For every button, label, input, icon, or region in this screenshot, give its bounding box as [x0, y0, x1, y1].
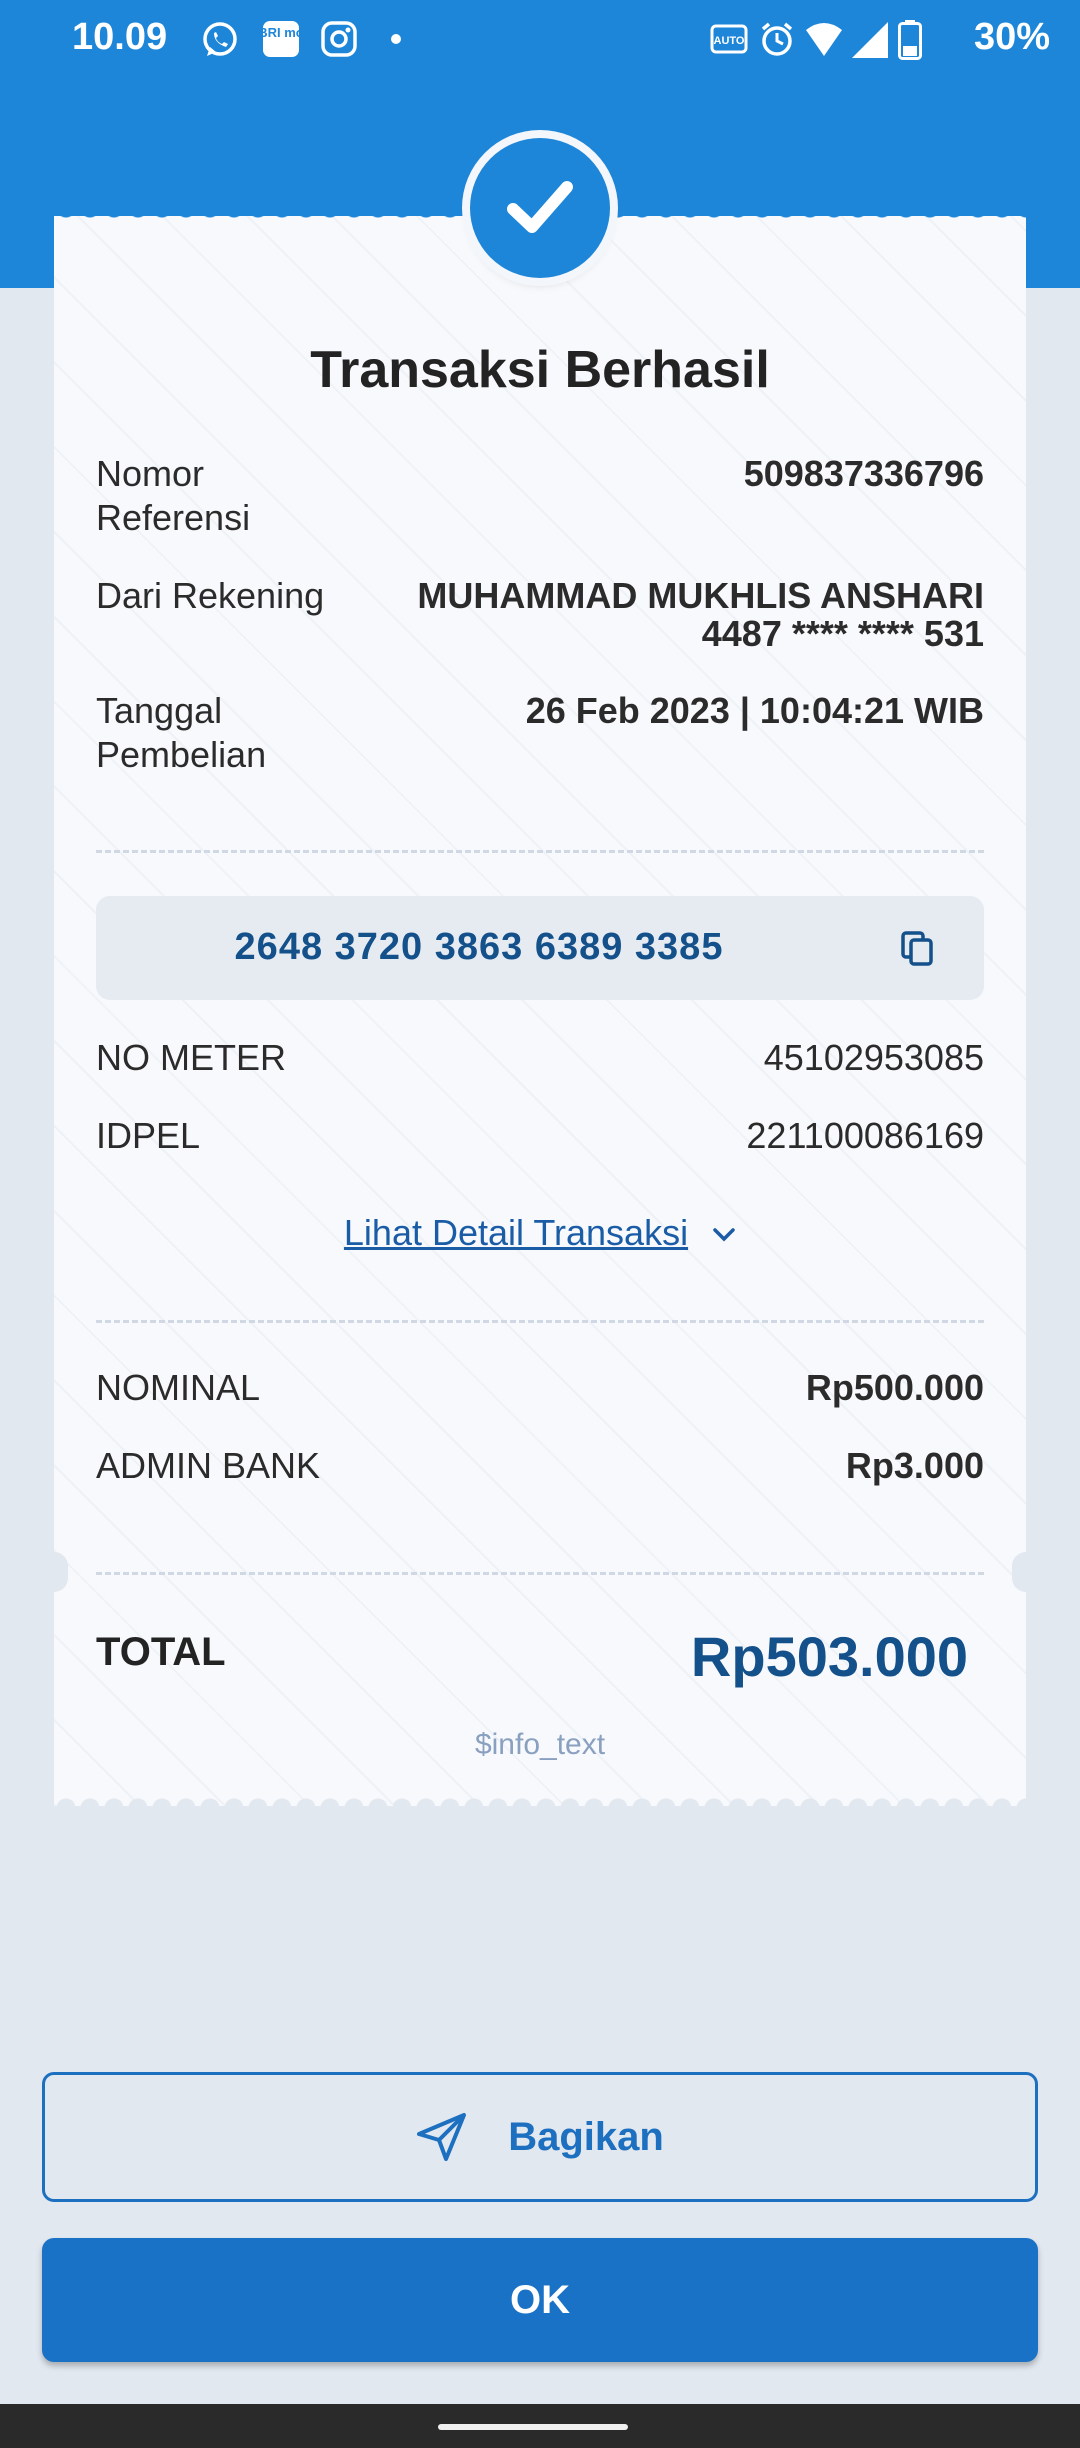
account-value	[417, 577, 984, 653]
idpel-value: 221100086169	[746, 1115, 984, 1156]
home-handle[interactable]	[438, 2424, 628, 2430]
alarm-icon	[758, 20, 796, 63]
navigation-bar	[0, 2404, 1080, 2448]
token-number: 2648 3720 3863 6389 3385	[234, 926, 724, 968]
battery-percent: 30%	[973, 16, 1050, 58]
dot-icon	[390, 32, 402, 50]
svg-text:BRI mo: BRI mo	[258, 25, 304, 40]
token-box	[96, 896, 984, 1000]
ok-button-label: OK	[510, 2277, 570, 2322]
divider	[96, 850, 984, 853]
admin-label: ADMIN BANK	[96, 1445, 321, 1486]
success-check-icon	[470, 138, 610, 278]
instagram-icon	[320, 20, 358, 63]
account-label: Dari Rekening	[96, 575, 325, 616]
auto-hd-icon	[710, 20, 748, 63]
total-label: TOTAL	[96, 1630, 226, 1674]
admin-value: Rp3.000	[845, 1445, 984, 1486]
account-number: 4487 **** **** 531	[701, 613, 984, 654]
brimo-icon	[258, 20, 304, 63]
signal-icon	[850, 20, 890, 65]
receipt-bottom-edge	[54, 1796, 1026, 1820]
idpel-label: IDPEL	[96, 1115, 201, 1156]
date-value: 26 Feb 2023 | 10:04:21 WIB	[525, 690, 984, 731]
wifi-icon	[804, 20, 844, 65]
reference-label: Nomor Referensi	[96, 453, 251, 538]
status-bar	[0, 0, 1080, 80]
meter-value: 45102953085	[763, 1037, 984, 1078]
receipt-notch-left	[40, 1552, 68, 1592]
total-value: Rp503.000	[690, 1625, 968, 1688]
account-name: MUHAMMAD MUKHLIS ANSHARI	[417, 575, 984, 616]
detail-transaction-link[interactable]	[54, 1212, 1026, 1254]
info-text: $info_text	[474, 1728, 606, 1761]
page-title: Transaksi Berhasil	[310, 341, 770, 399]
divider	[96, 1320, 984, 1323]
meter-label: NO METER	[96, 1037, 287, 1078]
status-time: 10.09	[72, 16, 168, 58]
whatsapp-icon	[200, 20, 240, 65]
share-button-label: Bagikan	[508, 2114, 664, 2159]
nominal-label: NOMINAL	[96, 1367, 261, 1408]
copy-icon[interactable]	[900, 930, 936, 973]
reference-value: 509837336796	[743, 453, 984, 494]
divider	[96, 1572, 984, 1575]
nominal-value: Rp500.000	[805, 1367, 984, 1408]
send-icon	[416, 2112, 468, 2162]
share-button[interactable]	[42, 2072, 1038, 2202]
receipt-notch-right	[1012, 1552, 1040, 1592]
battery-icon	[898, 20, 922, 65]
detail-link-label: Lihat Detail Transaksi	[343, 1212, 689, 1253]
chevron-down-icon	[712, 1227, 736, 1243]
date-label: Tanggal Pembelian	[96, 690, 267, 775]
svg-text:AUTO: AUTO	[713, 35, 745, 47]
ok-button[interactable]	[42, 2238, 1038, 2362]
